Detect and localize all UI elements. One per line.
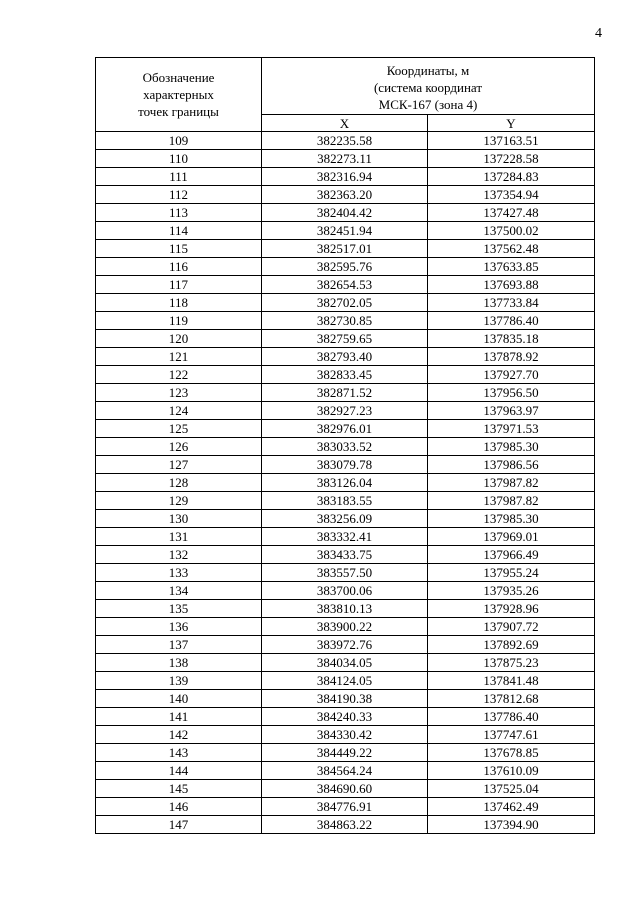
x-coordinate-cell: 382759.65 [262,330,428,348]
table-row [96,276,595,294]
x-coordinate-cell: 382833.45 [262,366,428,384]
x-coordinate-cell: 382517.01 [262,240,428,258]
x-coordinate-cell: 382595.76 [262,258,428,276]
x-coordinate-cell: 383183.55 [262,492,428,510]
table-row [96,384,595,402]
point-number-cell: 121 [96,348,262,366]
x-coordinate-cell: 383557.50 [262,564,428,582]
table-row [96,690,595,708]
y-coordinate-cell: 137927.70 [428,366,595,384]
table-row [96,672,595,690]
point-number-cell: 134 [96,582,262,600]
point-number-cell: 127 [96,456,262,474]
header-x: X [262,115,428,132]
x-coordinate-cell: 383033.52 [262,438,428,456]
point-number-cell: 113 [96,204,262,222]
page-number: 4 [595,26,602,41]
x-coordinate-cell: 384330.42 [262,726,428,744]
table-row [96,708,595,726]
table-row [96,438,595,456]
x-coordinate-cell: 383126.04 [262,474,428,492]
point-number-cell: 116 [96,258,262,276]
table-row [96,222,595,240]
table-row [96,150,595,168]
y-coordinate-cell: 137427.48 [428,204,595,222]
x-coordinate-cell: 384124.05 [262,672,428,690]
table-row [96,204,595,222]
point-number-cell: 137 [96,636,262,654]
table-row [96,510,595,528]
y-coordinate-cell: 137971.53 [428,420,595,438]
x-coordinate-cell: 384449.22 [262,744,428,762]
y-coordinate-cell: 137228.58 [428,150,595,168]
point-number-cell: 136 [96,618,262,636]
y-coordinate-cell: 137693.88 [428,276,595,294]
point-number-cell: 110 [96,150,262,168]
point-number-cell: 138 [96,654,262,672]
x-coordinate-cell: 383900.22 [262,618,428,636]
x-coordinate-cell: 382976.01 [262,420,428,438]
header-point-line-1: Обозначение [142,70,215,85]
header-coords-line-1: Координаты, м [386,62,470,78]
x-coordinate-cell: 384240.33 [262,708,428,726]
y-coordinate-cell: 137633.85 [428,258,595,276]
y-coordinate-cell: 137875.23 [428,654,595,672]
x-coordinate-cell: 383079.78 [262,456,428,474]
y-coordinate-cell: 137500.02 [428,222,595,240]
header-row [96,58,595,115]
table-row [96,780,595,798]
table-row [96,618,595,636]
header-coords-line-3: МСК-167 (зона 4) [378,96,478,112]
coordinates-table [95,57,595,834]
table-row [96,744,595,762]
table-row [96,366,595,384]
x-coordinate-cell: 382871.52 [262,384,428,402]
y-coordinate-cell: 137841.48 [428,672,595,690]
point-number-cell: 141 [96,708,262,726]
point-number-cell: 124 [96,402,262,420]
point-number-cell: 119 [96,312,262,330]
table-row [96,654,595,672]
point-number-cell: 135 [96,600,262,618]
point-number-cell: 115 [96,240,262,258]
table-row [96,600,595,618]
x-coordinate-cell: 382235.58 [262,132,428,150]
table-row [96,402,595,420]
point-number-cell: 132 [96,546,262,564]
point-number-cell: 111 [96,168,262,186]
table-row [96,186,595,204]
y-coordinate-cell: 137966.49 [428,546,595,564]
point-number-cell: 109 [96,132,262,150]
header-point-line-3: точек границы [138,104,219,119]
y-coordinate-cell: 137969.01 [428,528,595,546]
point-number-cell: 126 [96,438,262,456]
x-coordinate-cell: 382654.53 [262,276,428,294]
y-coordinate-cell: 137987.82 [428,474,595,492]
x-coordinate-cell: 383256.09 [262,510,428,528]
table-row [96,348,595,366]
y-coordinate-cell: 137786.40 [428,312,595,330]
point-number-cell: 131 [96,528,262,546]
y-coordinate-cell: 137394.90 [428,816,595,834]
point-number-cell: 117 [96,276,262,294]
x-coordinate-cell: 382273.11 [262,150,428,168]
table-row [96,258,595,276]
y-coordinate-cell: 137963.97 [428,402,595,420]
header-point-designation [96,58,262,132]
point-number-cell: 146 [96,798,262,816]
point-number-cell: 123 [96,384,262,402]
table-row [96,546,595,564]
x-coordinate-cell: 383972.76 [262,636,428,654]
y-coordinate-cell: 137986.56 [428,456,595,474]
x-coordinate-cell: 383433.75 [262,546,428,564]
x-coordinate-cell: 384863.22 [262,816,428,834]
table-row [96,726,595,744]
point-number-cell: 129 [96,492,262,510]
x-coordinate-cell: 382363.20 [262,186,428,204]
y-coordinate-cell: 137955.24 [428,564,595,582]
x-coordinate-cell: 384564.24 [262,762,428,780]
y-coordinate-cell: 137678.85 [428,744,595,762]
table-row [96,798,595,816]
y-coordinate-cell: 137956.50 [428,384,595,402]
y-coordinate-cell: 137907.72 [428,618,595,636]
table-row [96,564,595,582]
x-coordinate-cell: 382927.23 [262,402,428,420]
table-row [96,330,595,348]
point-number-cell: 139 [96,672,262,690]
x-coordinate-cell: 383332.41 [262,528,428,546]
header-coordinates [262,58,595,115]
x-coordinate-cell: 384034.05 [262,654,428,672]
table-row [96,456,595,474]
table-row [96,312,595,330]
point-number-cell: 122 [96,366,262,384]
y-coordinate-cell: 137733.84 [428,294,595,312]
table-row [96,582,595,600]
table-row [96,474,595,492]
header-coords-line-2: (система координат [373,79,483,95]
y-coordinate-cell: 137928.96 [428,600,595,618]
table-row [96,492,595,510]
point-number-cell: 144 [96,762,262,780]
table-row [96,528,595,546]
table-row [96,240,595,258]
point-number-cell: 142 [96,726,262,744]
table-row [96,294,595,312]
y-coordinate-cell: 137987.82 [428,492,595,510]
header-point-line-2: характерных [143,87,214,102]
y-coordinate-cell: 137562.48 [428,240,595,258]
y-coordinate-cell: 137786.40 [428,708,595,726]
table-row [96,816,595,834]
x-coordinate-cell: 384776.91 [262,798,428,816]
x-coordinate-cell: 383810.13 [262,600,428,618]
y-coordinate-cell: 137747.61 [428,726,595,744]
y-coordinate-cell: 137462.49 [428,798,595,816]
table-body [96,132,595,834]
point-number-cell: 128 [96,474,262,492]
point-number-cell: 143 [96,744,262,762]
table-row [96,420,595,438]
header-y: Y [428,115,595,132]
table-row [96,762,595,780]
x-coordinate-cell: 382451.94 [262,222,428,240]
y-coordinate-cell: 137284.83 [428,168,595,186]
table-header [96,58,595,132]
point-number-cell: 130 [96,510,262,528]
y-coordinate-cell: 137878.92 [428,348,595,366]
y-coordinate-cell: 137935.26 [428,582,595,600]
point-number-cell: 112 [96,186,262,204]
x-coordinate-cell: 382316.94 [262,168,428,186]
point-number-cell: 145 [96,780,262,798]
x-coordinate-cell: 382702.05 [262,294,428,312]
x-coordinate-cell: 384690.60 [262,780,428,798]
x-coordinate-cell: 384190.38 [262,690,428,708]
x-coordinate-cell: 382730.85 [262,312,428,330]
y-coordinate-cell: 137610.09 [428,762,595,780]
point-number-cell: 118 [96,294,262,312]
point-number-cell: 125 [96,420,262,438]
y-coordinate-cell: 137163.51 [428,132,595,150]
x-coordinate-cell: 382404.42 [262,204,428,222]
point-number-cell: 140 [96,690,262,708]
y-coordinate-cell: 137835.18 [428,330,595,348]
y-coordinate-cell: 137985.30 [428,438,595,456]
table-row [96,636,595,654]
point-number-cell: 133 [96,564,262,582]
point-number-cell: 114 [96,222,262,240]
table-row [96,132,595,150]
y-coordinate-cell: 137354.94 [428,186,595,204]
x-coordinate-cell: 382793.40 [262,348,428,366]
y-coordinate-cell: 137525.04 [428,780,595,798]
y-coordinate-cell: 137812.68 [428,690,595,708]
point-number-cell: 147 [96,816,262,834]
table-row [96,168,595,186]
x-coordinate-cell: 383700.06 [262,582,428,600]
y-coordinate-cell: 137985.30 [428,510,595,528]
y-coordinate-cell: 137892.69 [428,636,595,654]
point-number-cell: 120 [96,330,262,348]
